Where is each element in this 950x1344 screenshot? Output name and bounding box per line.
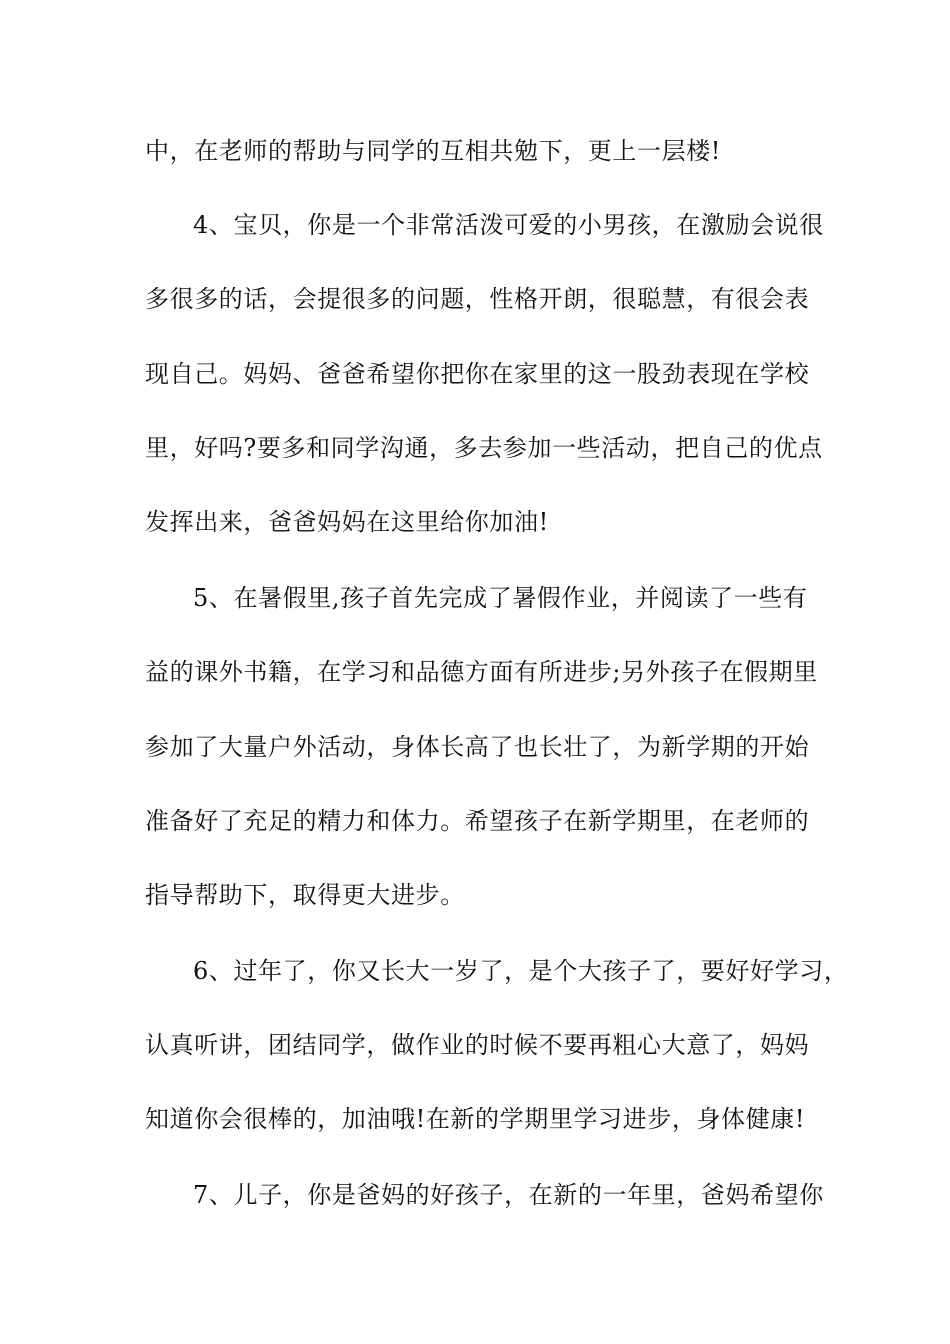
- text-line: 7、儿子，你是爸妈的好孩子，在新的一年里，爸妈希望你: [193, 1181, 824, 1209]
- text-line: 指导帮助下，取得更大进步。: [145, 881, 465, 909]
- text-line: 益的课外书籍，在学习和品德方面有所进步;另外孩子在假期里: [145, 658, 818, 686]
- text-line: 参加了大量户外活动，身体长高了也长壮了，为新学期的开始: [145, 733, 810, 761]
- text-line: 5、在暑假里,孩子首先完成了暑假作业，并阅读了一些有: [193, 584, 808, 612]
- text-line: 准备好了充足的精力和体力。希望孩子在新学期里，在老师的: [145, 807, 810, 835]
- text-line: 多很多的话，会提很多的问题，性格开朗，很聪慧，有很会表: [145, 285, 810, 313]
- text-line: 6、过年了，你又长大一岁了，是个大孩子了，要好好学习，: [193, 957, 849, 985]
- text-line: 知道你会很棒的，加油哦!在新的学期里学习进步，身体健康!: [145, 1105, 806, 1133]
- text-line: 里，好吗?要多和同学沟通，多去参加一些活动，把自己的优点: [145, 434, 823, 462]
- text-line: 4、宝贝，你是一个非常活泼可爱的小男孩，在激励会说很: [193, 211, 824, 239]
- text-line: 认真听讲，团结同学，做作业的时候不要再粗心大意了，妈妈: [145, 1031, 810, 1059]
- text-line: 现自己。妈妈、爸爸希望你把你在家里的这一股劲表现在学校: [145, 360, 810, 388]
- text-line: 中，在老师的帮助与同学的互相共勉下，更上一层楼!: [145, 137, 722, 165]
- text-line: 发挥出来，爸爸妈妈在这里给你加油!: [145, 508, 549, 536]
